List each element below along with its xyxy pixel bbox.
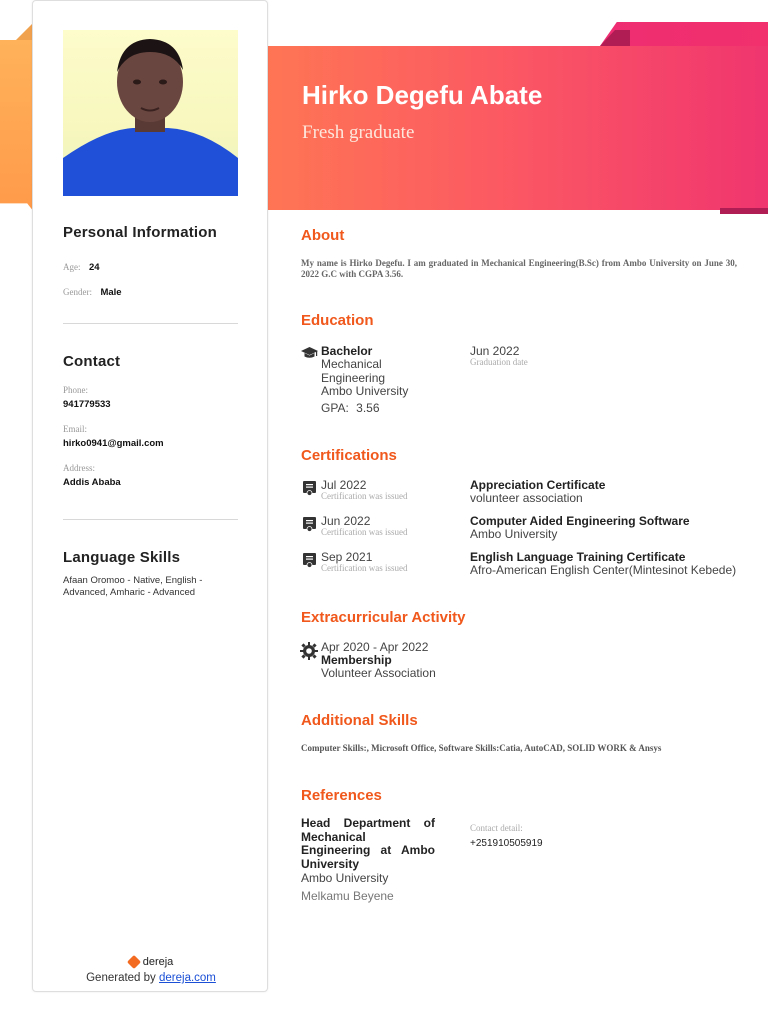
sidebar-divider	[63, 519, 238, 520]
references-title: References	[301, 787, 382, 804]
gear-icon	[300, 642, 316, 658]
cert-date: Sep 2021	[321, 550, 373, 564]
generated-by	[33, 972, 269, 984]
certificate-icon	[303, 481, 319, 497]
certificate-icon	[303, 517, 319, 533]
phone-label: Phone:	[63, 385, 89, 395]
reference-person: Melkamu Beyene	[301, 889, 394, 903]
decorative-left-band	[0, 40, 34, 212]
cert-note: Certification was issued	[321, 491, 408, 501]
extracurricular-title: Extracurricular Activity	[301, 609, 466, 626]
sidebar-card	[32, 0, 268, 992]
profile-headline: Fresh graduate	[302, 122, 415, 143]
reference-contact: +251910505919	[470, 838, 543, 849]
education-field-line1: Mechanical	[321, 357, 382, 371]
gpa-label: GPA:	[321, 401, 349, 415]
email-label: Email:	[63, 424, 87, 434]
age-row	[63, 257, 100, 275]
education-title: Education	[301, 312, 374, 329]
address-label: Address:	[63, 463, 95, 473]
gender-row	[63, 282, 122, 300]
sidebar-divider	[63, 323, 238, 324]
cert-name: English Language Training Certificate	[470, 550, 686, 564]
decorative-header-fold-bottom	[720, 208, 768, 214]
cert-issuer: Afro-American English Center(Mintesinot Kebede)	[470, 563, 737, 577]
age-value: 24	[88, 262, 100, 273]
cert-issuer: volunteer association	[470, 491, 583, 505]
contact-title: Contact	[63, 353, 121, 370]
address-value: Addis Ababa	[63, 477, 121, 488]
decorative-header-fold	[600, 30, 630, 46]
phone-block	[63, 385, 111, 410]
certificate-icon	[303, 553, 319, 569]
cert-name: Appreciation Certificate	[470, 478, 606, 492]
brand-name: dereja	[142, 956, 174, 968]
email-value: hirko0941@gmail.com	[63, 438, 164, 449]
cert-date: Jul 2022	[321, 478, 367, 492]
phone-value: 941779533	[63, 399, 111, 410]
dereja-logo	[129, 956, 174, 968]
gpa-value: 3.56	[356, 401, 380, 415]
education-date-label: Graduation date	[470, 357, 528, 367]
cert-issuer: Ambo University	[470, 527, 558, 541]
generated-by-text: Generated by	[86, 972, 156, 984]
activity-dates: Apr 2020 - Apr 2022	[321, 640, 429, 654]
personal-info-title: Personal Information	[63, 224, 218, 241]
cert-note: Certification was issued	[321, 563, 408, 573]
education-field-line2: Engineering	[321, 371, 386, 385]
footer-branding	[33, 956, 269, 984]
profile-name: Hirko Degefu Abate	[302, 80, 543, 110]
reference-position: Head Department of Mechanical Engineering at Ambo University	[301, 816, 435, 871]
graduation-cap-icon	[301, 344, 317, 360]
education-date: Jun 2022	[470, 344, 520, 358]
additional-skills-title: Additional Skills	[301, 712, 418, 729]
cert-name: Computer Aided Engineering Software	[470, 514, 690, 528]
cert-date: Jun 2022	[321, 514, 371, 528]
about-title: About	[301, 227, 345, 244]
education-gpa	[321, 401, 380, 415]
education-school: Ambo University	[321, 384, 409, 398]
dereja-logo-icon	[127, 955, 141, 969]
age-label: Age:	[63, 262, 81, 272]
about-text: My name is Hirko Degefu. I am graduated in Mechanical Engineering(B.Sc) from Ambo University on June 30, 2022 G.C with CGPA 3.56.	[301, 258, 737, 279]
reference-org: Ambo University	[301, 871, 389, 885]
address-block	[63, 463, 121, 488]
cert-note: Certification was issued	[321, 527, 408, 537]
email-block	[63, 424, 164, 449]
activity-org: Volunteer Association	[321, 666, 436, 680]
language-text: Afaan Oromoo - Native, English - Advanced, Amharic - Advanced	[63, 575, 203, 598]
education-degree: Bachelor	[321, 344, 373, 358]
reference-contact-label: Contact detail:	[470, 823, 523, 833]
gender-label: Gender:	[63, 287, 92, 297]
gender-value: Male	[100, 287, 122, 298]
profile-photo	[63, 30, 238, 196]
additional-skills-text: Computer Skills:, Microsoft Office, Software Skills:Catia, AutoCAD, SOLID WORK & Ansys	[301, 743, 662, 753]
dereja-link[interactable]: dereja.com	[159, 972, 216, 984]
decorative-corner	[14, 22, 34, 42]
activity-role: Membership	[321, 653, 392, 667]
language-title: Language Skills	[63, 549, 181, 566]
certifications-title: Certifications	[301, 447, 397, 464]
